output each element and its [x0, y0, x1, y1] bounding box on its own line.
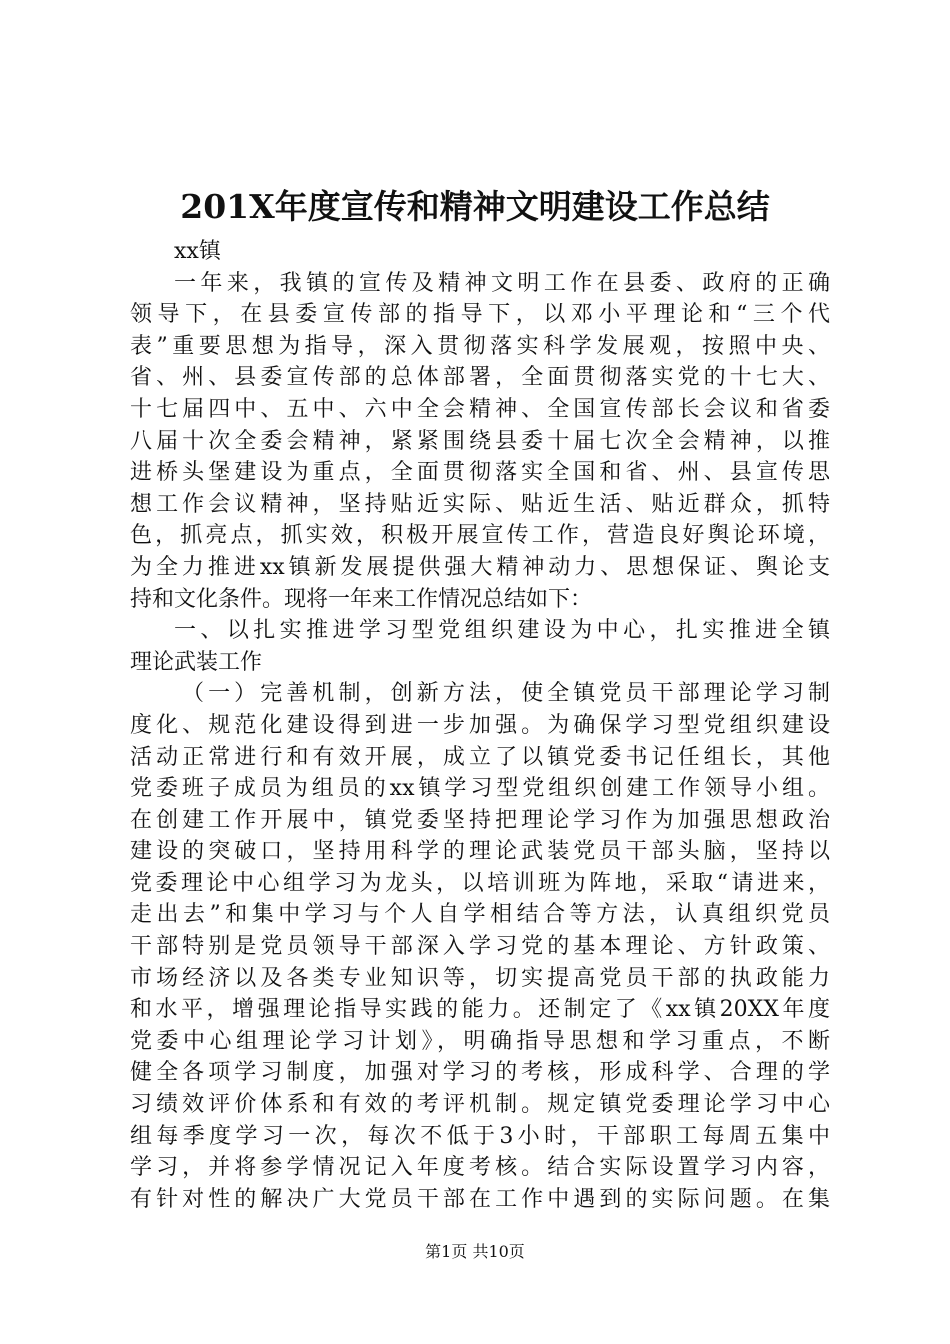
paragraph-line: 干部特别是党员领导干部深入学习党的基本理论、方针政策、	[130, 934, 830, 960]
paragraph-line: 省、州、县委宣传部的总体部署，全面贯彻落实党的十七大、	[130, 365, 830, 391]
page-number-footer: 第1页 共10页	[425, 1242, 525, 1261]
paragraph-line: 学习，并将参学情况记入年度考核。结合实际设置学习内容，	[130, 1155, 830, 1181]
document-body	[130, 236, 830, 1215]
paragraph-line: 走出去”和集中学习与个人自学相结合等方法，认真组织党员	[130, 902, 830, 928]
section-heading-line: 理论武装工作	[130, 649, 263, 675]
paragraph-line: 党委班子成员为组员的xx镇学习型党组织创建工作领导小组。	[130, 776, 830, 802]
paragraph-line: 习绩效评价体系和有效的考评机制。规定镇党委理论学习中心	[130, 1092, 830, 1118]
paragraph-line: 持和文化条件。现将一年来工作情况总结如下：	[130, 586, 593, 612]
paragraph-line: 健全各项学习制度，加强对学习的考核，形成科学、合理的学	[130, 1060, 830, 1086]
paragraph-line: 度化、规范化建设得到进一步加强。为确保学习型党组织建设	[130, 712, 830, 738]
document-title: 201X年度宣传和精神文明建设工作总结	[180, 187, 770, 226]
paragraph-line: 想工作会议精神，坚持贴近实际、贴近生活、贴近群众，抓特	[130, 491, 830, 517]
section-heading-line: 一、以扎实推进学习型党组织建设为中心，扎实推进全镇	[174, 618, 830, 644]
paragraph-line: 进桥头堡建设为重点，全面贯彻落实全国和省、州、县宣传思	[130, 460, 830, 486]
author-line: xx镇	[174, 239, 221, 264]
paragraph-line: 八届十次全委会精神，紧紧围绕县委十届七次全会精神，以推	[130, 428, 830, 454]
paragraph-line: 十七届四中、五中、六中全会精神、全国宣传部长会议和省委	[130, 396, 830, 422]
paragraph-line: 党委中心组理论学习计划》，明确指导思想和学习重点，不断	[130, 1028, 830, 1054]
paragraph-line: 党委理论中心组学习为龙头，以培训班为阵地，采取“请进来，	[130, 870, 830, 896]
paragraph-line: 色，抓亮点，抓实效，积极开展宣传工作，营造良好舆论环境，	[130, 523, 830, 549]
paragraph-line: 市场经济以及各类专业知识等，切实提高党员干部的执政能力	[130, 965, 830, 991]
paragraph-line: 有针对性的解决广大党员干部在工作中遇到的实际问题。在集	[130, 1186, 830, 1212]
paragraph-line: 组每季度学习一次，每次不低于3小时，干部职工每周五集中	[130, 1123, 830, 1149]
paragraph-line: 在创建工作开展中，镇党委坚持把理论学习作为加强思想政治	[130, 807, 830, 833]
paragraph-line: （一）完善机制，创新方法，使全镇党员干部理论学习制	[182, 681, 830, 707]
paragraph-line: 领导下，在县委宣传部的指导下，以邓小平理论和“三个代	[130, 302, 830, 328]
paragraph-line: 和水平，增强理论指导实践的能力。还制定了《xx镇20XX年度	[130, 997, 830, 1023]
paragraph-line: 为全力推进xx镇新发展提供强大精神动力、思想保证、舆论支	[130, 554, 830, 580]
paragraph-line: 建设的突破口，坚持用科学的理论武装党员干部头脑，坚持以	[130, 839, 830, 865]
paragraph-line: 表”重要思想为指导，深入贯彻落实科学发展观，按照中央、	[130, 333, 830, 359]
paragraph-line: 活动正常进行和有效开展，成立了以镇党委书记任组长，其他	[130, 744, 830, 770]
paragraph-line: 一年来，我镇的宣传及精神文明工作在县委、政府的正确	[174, 270, 830, 296]
